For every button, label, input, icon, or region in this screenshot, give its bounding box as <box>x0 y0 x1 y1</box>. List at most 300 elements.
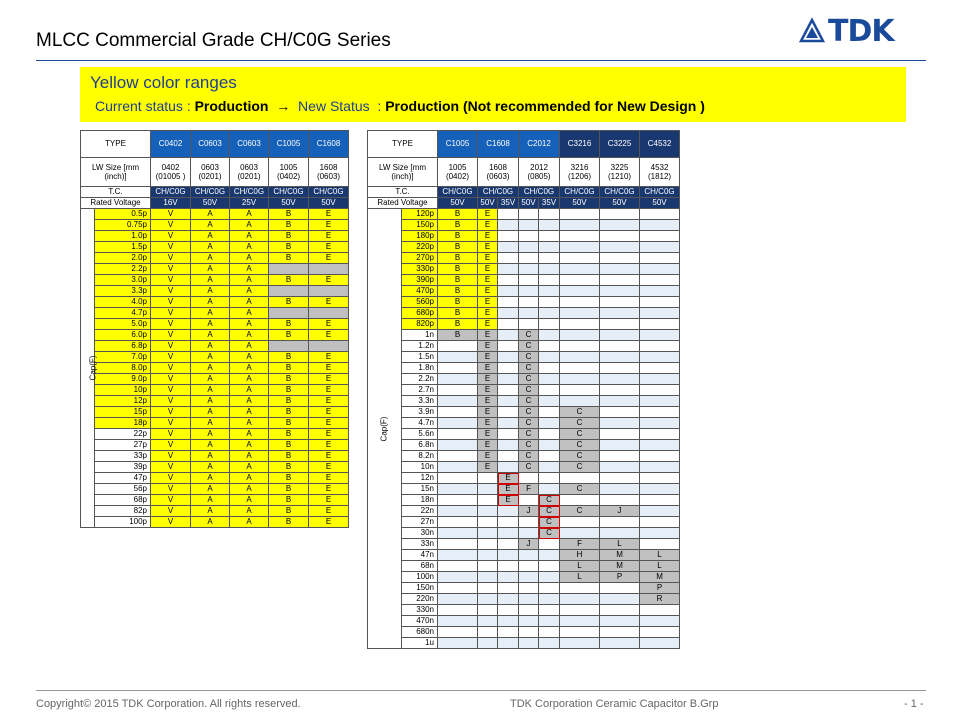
code-cell <box>438 418 478 429</box>
code-cell <box>640 429 680 440</box>
size-row <box>368 158 680 187</box>
code-cell <box>438 429 478 440</box>
code-cell <box>640 253 680 264</box>
code-cell: E <box>478 407 498 418</box>
table-row <box>368 396 680 407</box>
code-cell: A <box>230 209 269 220</box>
code-cell <box>478 528 498 539</box>
code-cell: C <box>519 440 539 451</box>
code-cell <box>498 440 519 451</box>
code-cell: B <box>269 440 309 451</box>
code-cell: B <box>438 330 478 341</box>
code-cell: E <box>309 407 349 418</box>
code-cell <box>498 451 519 462</box>
code-cell: E <box>478 341 498 352</box>
table-row <box>368 572 680 583</box>
code-cell: E <box>309 319 349 330</box>
table-row <box>368 319 680 330</box>
code-cell <box>498 572 519 583</box>
table-row <box>81 407 349 418</box>
code-cell <box>498 231 519 242</box>
code-cell: B <box>269 484 309 495</box>
code-cell: E <box>309 253 349 264</box>
type-cell: C1608 <box>309 131 349 158</box>
code-cell: V <box>151 451 191 462</box>
voltage-cell: 50V <box>640 198 680 209</box>
cap-value-cell: 15n <box>402 484 438 495</box>
status-banner <box>80 67 906 122</box>
code-cell: B <box>269 352 309 363</box>
code-cell <box>539 572 560 583</box>
cap-value-cell: 1n <box>402 330 438 341</box>
cap-value-cell: 8.2n <box>402 451 438 462</box>
code-cell: E <box>478 330 498 341</box>
table-row <box>81 264 349 275</box>
code-cell: A <box>230 418 269 429</box>
code-cell <box>519 616 539 627</box>
table-row <box>368 220 680 231</box>
voltage-cell: 50V <box>560 198 600 209</box>
code-cell <box>438 473 478 484</box>
code-cell: V <box>151 220 191 231</box>
code-cell: E <box>309 231 349 242</box>
footer-copyright: Copyright© 2015 TDK Corporation. All rights reserved. <box>36 698 301 710</box>
code-cell: B <box>438 242 478 253</box>
type-cell: C2012 <box>519 131 560 158</box>
cap-axis-text: Cap(F) <box>88 355 98 381</box>
code-cell <box>539 319 560 330</box>
code-cell: B <box>269 462 309 473</box>
code-cell <box>600 440 640 451</box>
table-row <box>368 352 680 363</box>
code-cell: V <box>151 385 191 396</box>
code-cell: B <box>269 297 309 308</box>
table-row <box>368 308 680 319</box>
table-row <box>81 418 349 429</box>
code-cell <box>498 429 519 440</box>
code-cell <box>640 341 680 352</box>
cap-value-cell: 220n <box>402 594 438 605</box>
table-row <box>368 363 680 374</box>
code-cell: L <box>640 561 680 572</box>
type-cell: C3216 <box>560 131 600 158</box>
cap-value-cell: 47n <box>402 550 438 561</box>
code-cell: V <box>151 429 191 440</box>
cap-value-cell: 30n <box>402 528 438 539</box>
code-cell: A <box>191 341 230 352</box>
code-cell <box>498 297 519 308</box>
code-cell: E <box>478 418 498 429</box>
code-cell <box>560 616 600 627</box>
code-cell <box>478 605 498 616</box>
cap-value-cell: 0.75p <box>95 220 151 231</box>
code-cell: V <box>151 418 191 429</box>
code-cell: A <box>191 385 230 396</box>
code-cell <box>539 275 560 286</box>
cap-value-cell: 27n <box>402 517 438 528</box>
size-row <box>81 158 349 187</box>
size-cell: 3225 (1210) <box>600 158 640 187</box>
code-cell: A <box>191 506 230 517</box>
size-cell: 1608 (0603) <box>309 158 349 187</box>
code-cell <box>519 605 539 616</box>
code-cell: A <box>230 330 269 341</box>
code-cell: C <box>539 528 560 539</box>
table-row <box>81 341 349 352</box>
code-cell <box>539 231 560 242</box>
code-cell <box>600 231 640 242</box>
code-cell: A <box>230 308 269 319</box>
tc-cell: CH/C0G <box>438 187 478 198</box>
table-row <box>81 242 349 253</box>
code-cell: V <box>151 517 191 528</box>
code-cell <box>438 616 478 627</box>
code-cell: A <box>191 242 230 253</box>
code-cell: B <box>269 275 309 286</box>
code-cell <box>519 286 539 297</box>
code-cell: P <box>640 583 680 594</box>
cap-value-cell: 22p <box>95 429 151 440</box>
code-cell <box>438 506 478 517</box>
size-cell: 0603 (0201) <box>191 158 230 187</box>
table-row <box>368 297 680 308</box>
code-cell <box>600 528 640 539</box>
cap-value-cell: 100n <box>402 572 438 583</box>
size-cell: 1005 (0402) <box>438 158 478 187</box>
code-cell <box>269 264 309 275</box>
code-cell <box>519 209 539 220</box>
code-cell <box>438 583 478 594</box>
code-cell: C <box>539 495 560 506</box>
type-cell: C0603 <box>191 131 230 158</box>
code-cell <box>498 220 519 231</box>
page-title: MLCC Commercial Grade CH/C0G Series <box>36 30 391 51</box>
code-cell: B <box>269 407 309 418</box>
capacitance-table-right <box>367 130 680 649</box>
cap-value-cell: 33n <box>402 539 438 550</box>
code-cell <box>438 550 478 561</box>
code-cell <box>438 561 478 572</box>
code-cell <box>640 319 680 330</box>
cap-value-cell: 18n <box>402 495 438 506</box>
current-status-value: Production <box>194 98 269 114</box>
type-cell: C3225 <box>600 131 640 158</box>
table-row <box>368 517 680 528</box>
code-cell: B <box>438 253 478 264</box>
table-row <box>368 242 680 253</box>
code-cell <box>600 253 640 264</box>
code-cell: A <box>230 341 269 352</box>
code-cell: A <box>230 440 269 451</box>
cap-value-cell: 470p <box>402 286 438 297</box>
code-cell <box>560 286 600 297</box>
code-cell: E <box>478 308 498 319</box>
code-cell: M <box>600 550 640 561</box>
code-cell <box>640 484 680 495</box>
code-cell <box>539 352 560 363</box>
size-cell: 3216 (1206) <box>560 158 600 187</box>
code-cell <box>560 352 600 363</box>
cap-value-cell: 10p <box>95 385 151 396</box>
cap-value-cell: 820p <box>402 319 438 330</box>
voltage-cell: 50V <box>309 198 349 209</box>
code-cell <box>498 286 519 297</box>
code-cell: L <box>560 572 600 583</box>
code-cell: C <box>519 451 539 462</box>
table-row <box>81 429 349 440</box>
code-cell <box>438 572 478 583</box>
code-cell <box>640 528 680 539</box>
code-cell <box>498 605 519 616</box>
code-cell <box>539 473 560 484</box>
code-cell <box>519 561 539 572</box>
cap-value-cell: 560p <box>402 297 438 308</box>
cap-axis-label <box>81 209 98 528</box>
code-cell: A <box>230 363 269 374</box>
table-row <box>368 231 680 242</box>
cap-value-cell: 4.0p <box>95 297 151 308</box>
code-cell: E <box>309 385 349 396</box>
table-row <box>368 286 680 297</box>
code-cell: A <box>230 319 269 330</box>
cap-value-cell: 68n <box>402 561 438 572</box>
code-cell: A <box>191 451 230 462</box>
code-cell <box>560 275 600 286</box>
code-cell <box>640 627 680 638</box>
code-cell <box>498 253 519 264</box>
code-cell <box>519 220 539 231</box>
tdk-logo <box>800 14 926 48</box>
code-cell: L <box>560 561 600 572</box>
cap-value-cell: 8.0p <box>95 363 151 374</box>
cap-value-cell: 220p <box>402 242 438 253</box>
tc-row <box>81 187 349 198</box>
code-cell <box>478 506 498 517</box>
code-cell <box>478 473 498 484</box>
voltage-cell: 50V <box>478 198 498 209</box>
table-row <box>368 561 680 572</box>
code-cell: C <box>560 451 600 462</box>
code-cell <box>600 209 640 220</box>
code-cell <box>539 462 560 473</box>
code-cell <box>600 484 640 495</box>
code-cell: C <box>519 385 539 396</box>
code-cell <box>498 209 519 220</box>
code-cell <box>498 330 519 341</box>
code-cell <box>309 286 349 297</box>
code-cell <box>438 451 478 462</box>
code-cell <box>640 418 680 429</box>
cap-axis-label <box>368 209 402 649</box>
code-cell <box>640 638 680 649</box>
code-cell <box>519 308 539 319</box>
code-cell: A <box>230 517 269 528</box>
code-cell: E <box>478 319 498 330</box>
code-cell: E <box>309 396 349 407</box>
table-row <box>368 330 680 341</box>
code-cell: A <box>230 495 269 506</box>
cap-value-cell: 390p <box>402 275 438 286</box>
code-cell: A <box>230 286 269 297</box>
cap-value-cell: 9.0p <box>95 374 151 385</box>
table-row <box>368 418 680 429</box>
code-cell: A <box>191 209 230 220</box>
type-cell: C1608 <box>478 131 519 158</box>
code-cell <box>600 297 640 308</box>
code-cell <box>498 517 519 528</box>
code-cell: V <box>151 374 191 385</box>
code-cell: V <box>151 352 191 363</box>
cap-value-cell: 39p <box>95 462 151 473</box>
code-cell <box>498 363 519 374</box>
table-row <box>81 297 349 308</box>
code-cell <box>560 297 600 308</box>
code-cell: V <box>151 264 191 275</box>
code-cell <box>519 627 539 638</box>
code-cell: A <box>191 517 230 528</box>
code-cell <box>539 583 560 594</box>
table-row <box>368 429 680 440</box>
code-cell <box>640 209 680 220</box>
tc-label: T.C. <box>368 187 438 198</box>
cap-value-cell: 1u <box>402 638 438 649</box>
table-row <box>368 616 680 627</box>
cap-value-cell: 2.2p <box>95 264 151 275</box>
table-row <box>368 462 680 473</box>
code-cell <box>560 363 600 374</box>
code-cell: A <box>230 396 269 407</box>
code-cell: V <box>151 462 191 473</box>
voltage-cell: 35V <box>539 198 560 209</box>
code-cell <box>438 484 478 495</box>
code-cell <box>498 275 519 286</box>
code-cell: B <box>269 495 309 506</box>
code-cell <box>478 550 498 561</box>
type-label: TYPE <box>368 131 438 158</box>
code-cell: A <box>191 484 230 495</box>
code-cell: A <box>230 242 269 253</box>
cap-value-cell: 270p <box>402 253 438 264</box>
table-row <box>81 517 349 528</box>
code-cell <box>438 528 478 539</box>
table-row <box>368 638 680 649</box>
code-cell: B <box>269 429 309 440</box>
code-cell: E <box>498 495 519 506</box>
new-status-value: Production (Not recommended for New Design ) <box>385 98 705 114</box>
code-cell: A <box>230 297 269 308</box>
code-cell: M <box>640 572 680 583</box>
code-cell <box>478 638 498 649</box>
code-cell <box>539 594 560 605</box>
code-cell: B <box>438 220 478 231</box>
code-cell <box>539 440 560 451</box>
code-cell: A <box>230 484 269 495</box>
cap-value-cell: 470n <box>402 616 438 627</box>
code-cell: A <box>191 396 230 407</box>
code-cell <box>600 352 640 363</box>
code-cell: E <box>478 253 498 264</box>
tc-cell: CH/C0G <box>191 187 230 198</box>
code-cell <box>519 594 539 605</box>
code-cell: E <box>478 231 498 242</box>
code-cell <box>539 418 560 429</box>
code-cell: A <box>191 286 230 297</box>
cap-value-cell: 1.2n <box>402 341 438 352</box>
code-cell <box>498 550 519 561</box>
code-cell: A <box>230 462 269 473</box>
table-row <box>368 594 680 605</box>
code-cell <box>640 506 680 517</box>
footer-corporation: TDK Corporation Ceramic Capacitor B.Grp <box>510 698 719 710</box>
code-cell <box>600 264 640 275</box>
code-cell <box>560 308 600 319</box>
code-cell <box>600 308 640 319</box>
cap-value-cell: 330n <box>402 605 438 616</box>
code-cell <box>519 297 539 308</box>
code-cell: B <box>269 473 309 484</box>
table-row <box>368 341 680 352</box>
code-cell: R <box>640 594 680 605</box>
table-row <box>368 374 680 385</box>
cap-value-cell: 3.3p <box>95 286 151 297</box>
cap-value-cell: 2.0p <box>95 253 151 264</box>
code-cell <box>539 341 560 352</box>
code-cell <box>640 407 680 418</box>
code-cell <box>498 352 519 363</box>
code-cell <box>519 242 539 253</box>
table-row <box>81 275 349 286</box>
code-cell: V <box>151 253 191 264</box>
code-cell <box>519 638 539 649</box>
code-cell <box>640 330 680 341</box>
code-cell: C <box>560 484 600 495</box>
cap-value-cell: 68p <box>95 495 151 506</box>
tc-cell: CH/C0G <box>600 187 640 198</box>
code-cell <box>640 495 680 506</box>
code-cell: B <box>438 275 478 286</box>
table-row <box>81 462 349 473</box>
code-cell <box>438 539 478 550</box>
code-cell: E <box>478 352 498 363</box>
code-cell <box>600 517 640 528</box>
code-cell <box>539 363 560 374</box>
code-cell: B <box>269 506 309 517</box>
cap-value-cell: 56p <box>95 484 151 495</box>
code-cell: A <box>191 253 230 264</box>
code-cell: V <box>151 440 191 451</box>
code-cell <box>539 616 560 627</box>
footer-page-number: - 1 - <box>904 698 924 710</box>
cap-value-cell: 180p <box>402 231 438 242</box>
tc-cell: CH/C0G <box>640 187 680 198</box>
table-row <box>81 396 349 407</box>
code-cell <box>478 583 498 594</box>
voltage-row <box>81 198 349 209</box>
code-cell: A <box>191 429 230 440</box>
voltage-cell: 25V <box>230 198 269 209</box>
size-cell: 0603 (0201) <box>230 158 269 187</box>
table-row <box>368 209 680 220</box>
table-row <box>368 440 680 451</box>
code-cell <box>438 627 478 638</box>
tdk-logo-text: TDK <box>828 13 894 49</box>
code-cell <box>560 627 600 638</box>
tc-cell: CH/C0G <box>478 187 519 198</box>
code-cell: B <box>269 242 309 253</box>
code-cell: B <box>438 297 478 308</box>
code-cell <box>498 396 519 407</box>
code-cell: C <box>539 506 560 517</box>
